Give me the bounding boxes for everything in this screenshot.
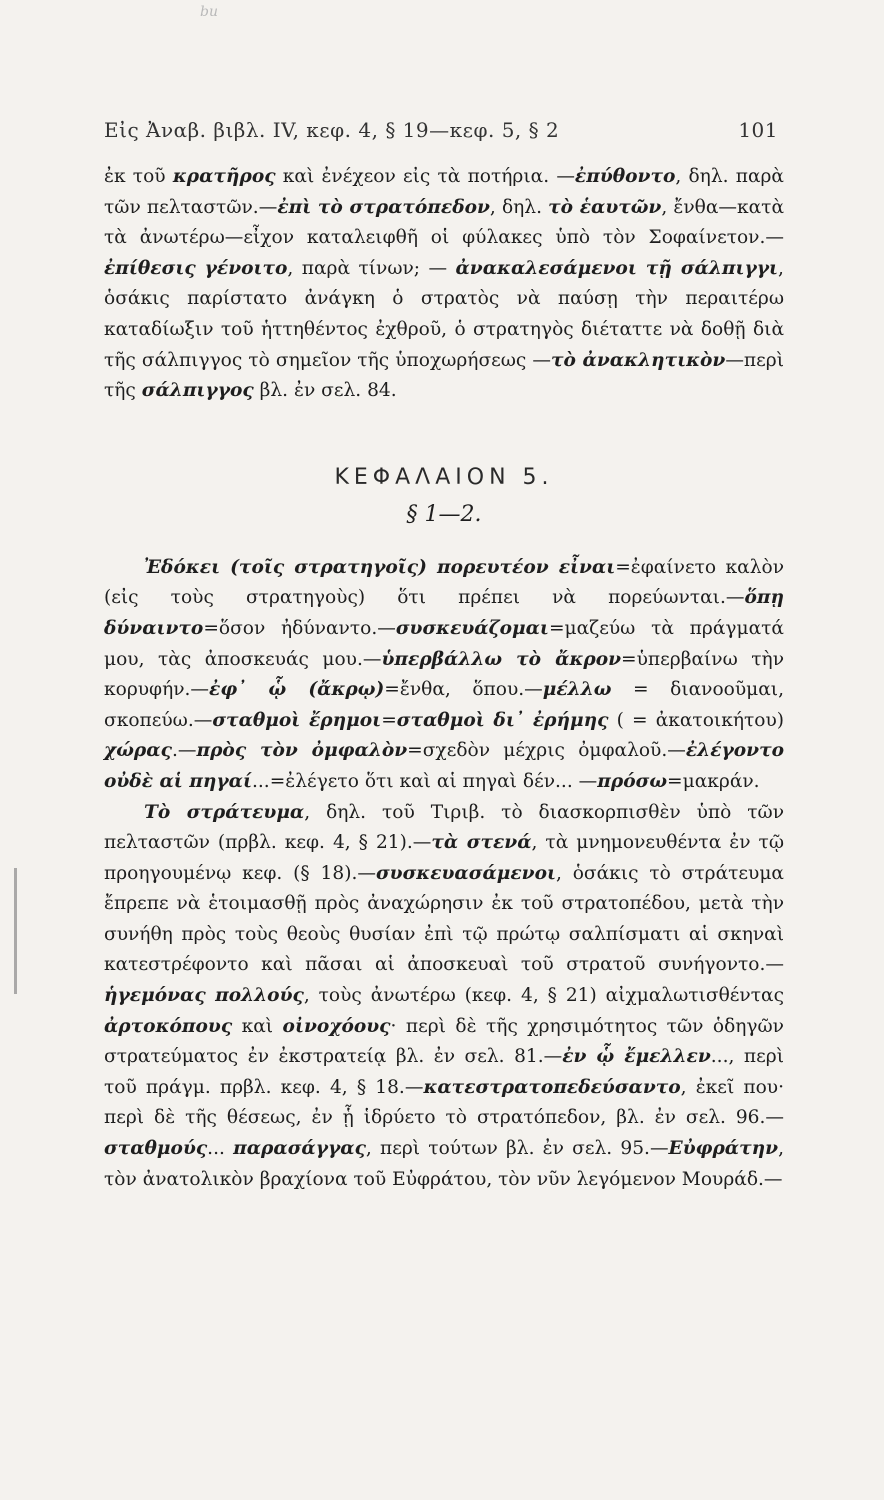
gloss-text: ἐκ τοῦ <box>104 166 173 187</box>
gloss-text: , ἐκεῖ που· περὶ δὲ τῆς θέσεως, ἐν ᾗ ἱδρύετο τὸ στρατόπεδον, βλ. ἐν σελ. 96.— <box>104 1076 784 1129</box>
lemma-italic: ἐπὶ τὸ στρατόπεδον <box>277 196 490 218</box>
gloss-text: · περὶ δὲ τῆς χρησιμότητος τῶν ὁδηγῶν στρατεύματος ἐν ἐκστρατείᾳ βλ. ἐν σελ. 81.— <box>104 1015 784 1068</box>
lemma-italic: μέλλω <box>542 679 612 701</box>
gloss-text: , παρὰ τίνων; — <box>287 257 456 279</box>
lemma-italic: τὰ στενά <box>431 832 532 854</box>
pencil-annotation: bu <box>200 4 218 20</box>
page-number: 101 <box>738 118 778 142</box>
gloss-text: , τὸν ἀνατολικὸν βραχίονα τοῦ Εὐφράτου, τὸν νῦν λεγόμενον Μουράδ.— <box>104 1138 784 1190</box>
lemma-italic: κατεστρατοπεδεύσαντο <box>423 1076 681 1098</box>
gloss-text: , δηλ. τοῦ Τιριβ. τὸ διασκορπισθὲν ὑπὸ τῶν πελταστῶν (πρβλ. κεφ. 4, § 21).— <box>104 801 785 854</box>
running-header <box>104 118 784 142</box>
lemma-italic: πρόσω <box>597 770 668 792</box>
gloss-text: .— <box>171 740 197 762</box>
gloss-text: ...=ἐλέγετο ὅτι καὶ αἱ πηγαὶ δέν... — <box>251 770 598 792</box>
gloss-text: = διανοοῦμαι, σκοπεύω.— <box>104 679 785 731</box>
gloss-text: =ὅσον ἠδύναντο.— <box>203 617 396 639</box>
gloss-text: —περὶ τῆς <box>104 349 784 402</box>
gloss-text: , δηλ. <box>489 196 549 218</box>
lemma-italic: Τὸ στράτευμα <box>144 801 305 823</box>
gloss-text: ..., περὶ τοῦ πράγμ. πρβλ. κεφ. 4, § 18.— <box>104 1046 784 1098</box>
lemma-italic: ἐλέγοντο οὐδὲ αἱ πηγαί <box>104 740 784 792</box>
lemma-italic: παρασάγγας <box>233 1138 366 1160</box>
gloss-text: καὶ <box>232 1015 283 1037</box>
chapter-title: ΚΕΦΑΛΑΙΟΝ 5. <box>334 464 554 490</box>
gloss-text: = <box>381 709 397 731</box>
gloss-text: ... <box>207 1138 234 1160</box>
lemma-italic: ἐπίθεσις γένοιτο <box>104 257 288 279</box>
lemma-italic: Εὐφράτην <box>668 1138 779 1160</box>
lemma-italic: οἰνοχόους <box>282 1015 391 1037</box>
lemma-italic: Ἐδόκει (τοῖς στρατηγοῖς) πορευτέον εἶναι <box>144 556 616 578</box>
lemma-italic: ὑπερβάλλω τὸ ἄκρον <box>381 648 622 670</box>
lemma-italic: σάλπιγγος <box>141 380 254 402</box>
lemma-italic: πρὸς τὸν ὀμφαλὸν <box>196 740 408 762</box>
gloss-text: , τοὺς ἀνωτέρω (κεφ. 4, § 21) αἰχμαλωτισθέντας <box>303 985 784 1007</box>
gloss-text: =ἐφαίνετο καλὸν (εἰς τοὺς στρατηγοὺς) ὅτι πρέπει νὰ πορεύωνται.— <box>104 556 784 609</box>
lemma-italic: ἐν ᾧ ἔμελλεν <box>562 1046 711 1068</box>
gloss-text: , ὁσάκις παρίστατο ἀνάγκη ὁ στρατὸς νὰ παύσῃ τὴν περαιτέρω καταδίωξιν τοῦ ἡττηθέντος ἐχθροῦ, ὁ στρατηγὸς διέταττε νὰ δοθῇ διὰ τῆς σάλπιγγος τὸ σημεῖον τῆς ὑποχωρήσεως — <box>104 257 784 371</box>
gloss-text: ( = ἀκατοικήτου) <box>608 709 785 731</box>
lemma-italic: σταθμοὶ ἔρημοι <box>212 709 382 731</box>
lemma-italic: χώρας <box>104 740 172 762</box>
lemma-italic: σταθμούς <box>104 1138 208 1160</box>
section-title: § 1—2. <box>406 501 482 527</box>
margin-bracket-mark <box>14 868 17 994</box>
gloss-text: , περὶ τούτων βλ. ἐν σελ. 95.— <box>365 1138 669 1160</box>
gloss-text: =ὑπερβαίνω τὴν κορυφήν.— <box>104 648 784 701</box>
book-page <box>104 118 784 1195</box>
gloss-text: =μακράν. <box>667 770 760 792</box>
commentary-paragraph-3 <box>104 798 784 1196</box>
gloss-text: =σχεδὸν μέχρις ὀμφαλοῦ.— <box>407 740 686 762</box>
gloss-text: βλ. ἐν σελ. 84. <box>253 380 397 402</box>
gloss-text: καὶ ἐνέχεον εἰς τὰ ποτήρια. — <box>275 166 575 187</box>
lemma-italic: κρατῆρος <box>172 166 276 187</box>
lemma-italic: συσκευάζομαι <box>395 617 549 639</box>
commentary-paragraph-1 <box>104 162 784 407</box>
lemma-italic: ἐφ᾿ ᾧ (ἄκρῳ) <box>209 679 385 701</box>
gloss-text: , ὁσάκις τὸ στράτευμα ἔπρεπε νὰ ἑτοιμασθῇ πρὸς ἀναχώρησιν ἐκ τοῦ στρατοπέδου, μετὰ τὴν συνήθη πρὸς τοὺς θεοὺς θυσίαν ἐπὶ τῷ πρώτῳ σαλπίσματι αἱ σκηναὶ κατεστρέφοντο καὶ πᾶσαι αἱ ἀποσκευαὶ τοῦ στρατοῦ συνήγοντο.— <box>104 862 784 976</box>
lemma-italic: ἡγεμόνας πολλούς <box>104 985 304 1007</box>
gloss-text: =μαζεύω τὰ πράγματά μου, τὰς ἀποσκευάς μου.— <box>104 617 784 670</box>
lemma-italic: ἀνακαλεσάμενοι τῇ σάλπιγγι <box>455 257 779 279</box>
commentary-paragraph-2 <box>104 553 784 798</box>
gloss-text: =ἔνθα, ὅπου.— <box>384 679 543 701</box>
gloss-text: , δηλ. παρὰ τῶν πελταστῶν.— <box>104 166 784 218</box>
lemma-italic: ἀρτοκόπους <box>104 1015 233 1037</box>
lemma-italic: ὅπῃ δύναιντο <box>104 587 784 639</box>
lemma-italic: ἐπύθοντο <box>574 166 676 187</box>
running-title: Εἰς Ἀναβ. βιβλ. IV, κεφ. 4, § 19—κεφ. 5, § 2 <box>104 118 560 142</box>
lemma-italic: τὸ ἀνακλητικὸν <box>551 349 726 371</box>
gloss-text: , ἔνθα—κατὰ τὰ ἀνωτέρω—εἶχον καταλειφθῆ οἱ φύλακες ὑπὸ τὸν Σοφαίνετον.— <box>104 196 785 249</box>
lemma-italic: σταθμοὶ δι᾿ ἐρήμης <box>396 709 609 731</box>
lemma-italic: συσκευασάμενοι <box>375 862 556 884</box>
lemma-italic: τὸ ἑαυτῶν <box>548 196 662 218</box>
gloss-text: , τὰ μνημονευθέντα ἐν τῷ προηγουμένῳ κεφ. (§ 18).— <box>104 832 784 884</box>
